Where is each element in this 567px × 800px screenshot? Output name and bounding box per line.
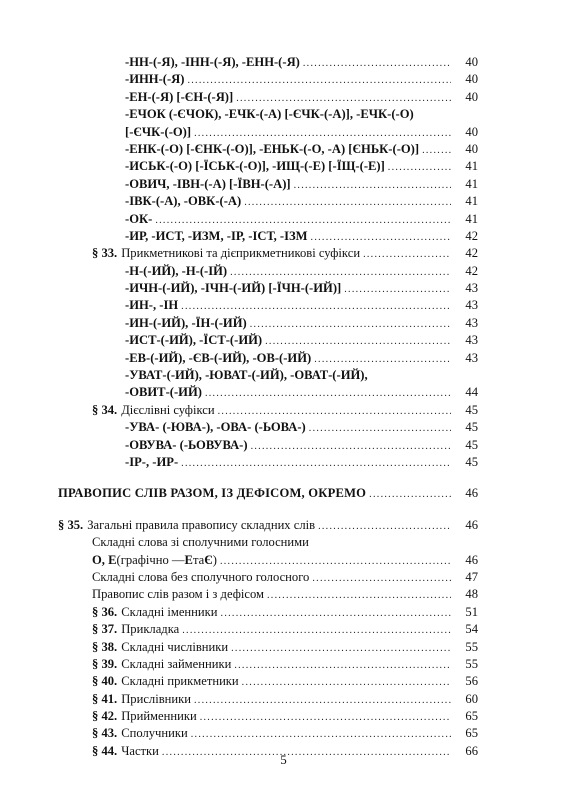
dot-leader: [363, 246, 451, 263]
dot-leader: [250, 316, 451, 333]
toc-page: 40: [465, 72, 478, 87]
toc-row: [0, 280, 567, 297]
section-number: § 33.: [92, 246, 118, 261]
toc-page: 40: [465, 124, 478, 139]
dot-leader: [234, 657, 451, 674]
dot-leader: [314, 351, 451, 368]
dot-leader: [309, 420, 451, 437]
toc-page: 45: [465, 454, 478, 469]
dot-leader: [236, 90, 451, 107]
toc-page: 40: [465, 55, 478, 69]
chapter-title: ПРАВОПИС СЛІВ РАЗОМ, ІЗ ДЕФІСОМ, ОКРЕМО: [58, 486, 367, 501]
toc-page: 56: [465, 674, 478, 689]
toc-page: 42: [465, 246, 478, 261]
toc-page: 40: [465, 89, 478, 104]
toc-label: -НН-(-Я), -ІНН-(-Я), -ЕНН-(-Я): [125, 55, 300, 69]
toc-label: Дієслівні суфікси: [121, 402, 215, 417]
toc-section-row: [0, 604, 567, 621]
dot-leader: [220, 553, 451, 570]
toc-label: Сполучники: [121, 726, 188, 741]
toc-page: 46: [465, 517, 478, 532]
toc-row: [0, 193, 567, 210]
toc-label: [-ЄЧК-(-О)]: [125, 124, 192, 139]
table-of-contents: [0, 54, 567, 760]
toc-label: -ІВК-(-А), -ОВК-(-А): [125, 194, 242, 209]
section-number: § 40.: [92, 674, 118, 689]
toc-label: О, Е: [92, 552, 117, 567]
dot-leader: [230, 264, 451, 281]
section-number: § 43.: [92, 726, 118, 741]
toc-row: [0, 437, 567, 454]
toc-label: -ЕНК-(-О) [-ЄНК-(-О)], -ЕНЬК-(-О, -А) [ЄНЬК-(-О)]: [125, 141, 420, 156]
toc-label: -ІР-, -ИР-: [125, 454, 179, 469]
toc-page: 55: [465, 639, 478, 654]
toc-label: Загальні правила правопису складних слів: [87, 517, 316, 532]
toc-section-row: [0, 708, 567, 725]
toc-label: Складні займенники: [121, 656, 232, 671]
toc-row: [0, 124, 567, 141]
toc-page: 65: [465, 726, 478, 741]
dot-leader: [312, 570, 451, 587]
toc-row: [0, 106, 567, 123]
toc-label-part: (графічно —: [116, 552, 185, 567]
toc-page: 45: [465, 402, 478, 417]
toc-label: Прикладка: [121, 622, 180, 637]
toc-page: 44: [465, 385, 478, 400]
dot-leader: [231, 640, 451, 657]
toc-page: 65: [465, 709, 478, 724]
toc-label: Правопис слів разом і з дефісом: [92, 587, 264, 602]
toc-label: -ИСЬК-(-О) [-ЇСЬК-(-О)], -ИЩ-(-Е) [-ЇЩ-(-Е)]: [125, 159, 385, 174]
dot-leader: [182, 622, 451, 639]
dot-leader: [155, 212, 451, 229]
toc-page: 41: [465, 211, 478, 226]
toc-row: [0, 419, 567, 436]
toc-label: -ЕН-(-Я) [-ЄН-(-Я)]: [125, 89, 234, 104]
toc-page: 43: [465, 333, 478, 348]
toc-row: [0, 569, 567, 586]
toc-row: [0, 158, 567, 175]
toc-label: -ОВИТ-(-ИЙ): [125, 385, 202, 400]
toc-section-row: [0, 517, 567, 534]
dot-leader: [181, 455, 451, 472]
toc-label: -ИНН-(-Я): [125, 72, 185, 87]
toc-label: Прикметникові та дієприкметникові суфікси: [121, 246, 361, 261]
toc-row: [0, 586, 567, 603]
dot-leader: [267, 587, 451, 604]
toc-label: Складні слова зі сполучними голосними: [92, 535, 309, 550]
section-number: § 44.: [92, 743, 118, 758]
dot-leader: [194, 125, 451, 142]
dot-leader: [200, 709, 451, 726]
toc-label: -УВАТ-(-ИЙ), -ЮВАТ-(-ИЙ), -ОВАТ-(-ИЙ),: [125, 368, 368, 383]
dot-leader: [294, 177, 451, 194]
dot-leader: [194, 692, 451, 709]
toc-page: 51: [465, 604, 478, 619]
toc-row: [0, 454, 567, 471]
toc-row: [0, 297, 567, 314]
toc-row: [0, 534, 567, 551]
toc-row: [0, 350, 567, 367]
toc-row: [0, 211, 567, 228]
toc-row: [0, 552, 567, 569]
toc-row: [0, 141, 567, 158]
toc-label: -ИР, -ИСТ, -ИЗМ, -ІР, -ІСТ, -ІЗМ: [125, 228, 308, 243]
toc-page: 48: [465, 587, 478, 602]
toc-page: 43: [465, 350, 478, 365]
dot-leader: [187, 72, 451, 89]
toc-section-row: [0, 691, 567, 708]
toc-label-part: ): [212, 552, 217, 567]
toc-section-row: [0, 402, 567, 419]
toc-page: 42: [465, 263, 478, 278]
toc-label: -УВА- (-ЮВА-), -ОВА- (-ЬОВА-): [125, 420, 306, 435]
toc-section-row: [0, 245, 567, 262]
toc-label: -ЕВ-(-ИЙ), -ЄВ-(-ИЙ), -ОВ-(-ИЙ): [125, 350, 312, 365]
section-number: § 34.: [92, 402, 118, 417]
section-number: § 35.: [58, 517, 84, 532]
toc-label: Складні іменники: [121, 604, 218, 619]
toc-page: 42: [465, 228, 478, 243]
toc-label: -ЕЧОК (-ЄЧОК), -ЕЧК-(-А) [-ЄЧК-(-А)], -ЕЧК-(-О): [125, 107, 414, 122]
dot-leader: [218, 403, 451, 420]
toc-page: 45: [465, 420, 478, 435]
section-number: § 41.: [92, 691, 118, 706]
toc-label: Прийменники: [121, 709, 197, 724]
dot-leader: [244, 194, 451, 211]
toc-page: 54: [465, 622, 478, 637]
toc-label: Прислівники: [121, 691, 191, 706]
section-number: § 38.: [92, 639, 118, 654]
dot-leader: [369, 486, 451, 503]
toc-page: 66: [465, 743, 478, 758]
toc-page: 55: [465, 656, 478, 671]
toc-row: [0, 228, 567, 245]
toc-page: 41: [465, 176, 478, 191]
toc-row: [0, 384, 567, 401]
toc-row: [0, 367, 567, 384]
dot-leader: [242, 674, 451, 691]
toc-label: -ОВИЧ, -ІВН-(-А) [-ЇВН-(-А)]: [125, 176, 291, 191]
toc-label: Складні числівники: [121, 639, 229, 654]
toc-label-part: та: [192, 552, 205, 567]
dot-leader: [311, 229, 451, 246]
toc-label: -ИН-, -ІН: [125, 298, 179, 313]
toc-chapter-row: [0, 485, 567, 502]
page-number: 5: [280, 752, 287, 767]
section-number: § 36.: [92, 604, 118, 619]
dot-leader: [422, 142, 451, 159]
dot-leader: [265, 333, 451, 350]
toc-page: 41: [465, 194, 478, 209]
toc-page: 40: [465, 141, 478, 156]
dot-leader: [388, 159, 451, 176]
toc-section-row: [0, 673, 567, 690]
section-gap: [0, 503, 567, 517]
toc-page: 41: [465, 159, 478, 174]
toc-label-part: Є: [204, 552, 213, 567]
section-number: § 37.: [92, 622, 118, 637]
toc-page: 46: [465, 552, 478, 567]
toc-row: [0, 89, 567, 106]
dot-leader: [303, 55, 451, 72]
section-number: § 42.: [92, 709, 118, 724]
section-number: § 39.: [92, 656, 118, 671]
toc-row: [0, 315, 567, 332]
dot-leader: [205, 385, 451, 402]
toc-section-row: [0, 621, 567, 638]
toc-label: Частки: [121, 743, 159, 758]
toc-page: 43: [465, 281, 478, 296]
toc-page: 47: [465, 569, 478, 584]
dot-leader: [318, 518, 451, 535]
toc-page: 45: [465, 437, 478, 452]
toc-label-part: Е: [184, 552, 193, 567]
toc-row: [0, 263, 567, 280]
toc-label: -ИН-(-ИЙ), -ЇН-(-ИЙ): [125, 315, 247, 330]
dot-leader: [191, 726, 451, 743]
toc-label: Складні прикметники: [121, 674, 239, 689]
toc-section-row: [0, 656, 567, 673]
toc-section-row: [0, 639, 567, 656]
toc-page: 46: [465, 486, 478, 501]
toc-label: -ОК-: [125, 211, 153, 226]
toc-row: [0, 176, 567, 193]
toc-row: [0, 332, 567, 349]
dot-leader: [221, 605, 451, 622]
dot-leader: [344, 281, 451, 298]
toc-page: 43: [465, 298, 478, 313]
section-gap: [0, 471, 567, 485]
toc-label: Складні слова без сполучного голосного: [92, 569, 310, 584]
toc-label: -ИСТ-(-ИЙ), -ЇСТ-(-ИЙ): [125, 333, 263, 348]
toc-row: [0, 54, 567, 71]
toc-label: -ОВУВА- (-ЬОВУВА-): [125, 437, 248, 452]
dot-leader: [251, 438, 451, 455]
toc-section-row: [0, 725, 567, 742]
toc-label: -ИЧН-(-ИЙ), -ІЧН-(-ИЙ) [-ЇЧН-(-ИЙ)]: [125, 281, 342, 296]
toc-page: 43: [465, 315, 478, 330]
dot-leader: [181, 298, 451, 315]
toc-page: 60: [465, 691, 478, 706]
toc-label: -Н-(-ИЙ), -Н-(-ІЙ): [125, 263, 228, 278]
toc-row: [0, 71, 567, 88]
